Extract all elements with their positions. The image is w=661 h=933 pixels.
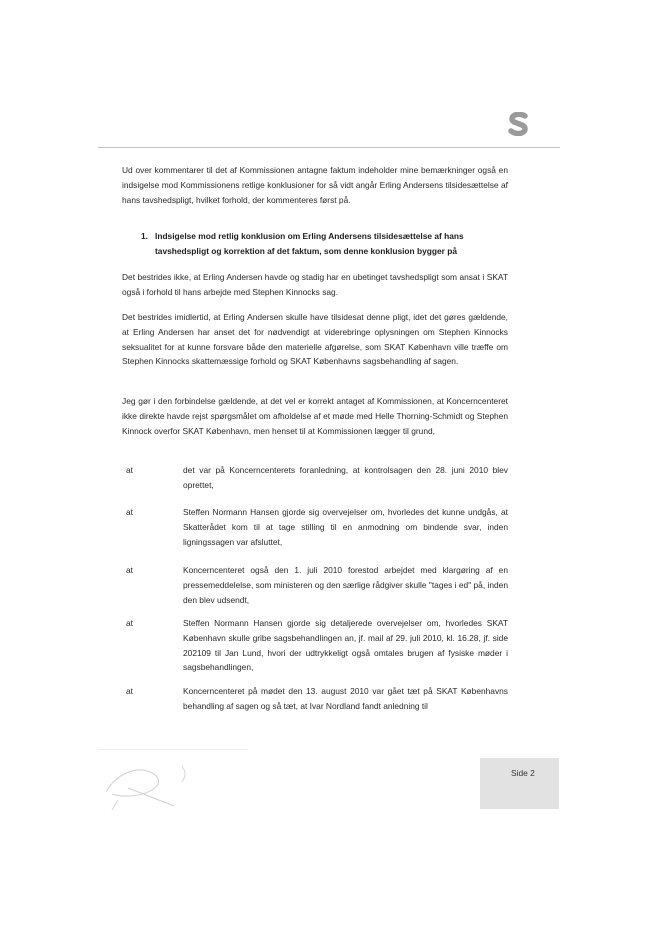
paragraph: Det bestrides imidlertid, at Erling Andersen skulle have tilsidesat denne pligt, idet det gøres gældende, at Erling Andersen har anset det for nødvendigt at viderebringe oplysningen om Stephen Kinnocks seksualitet for at kunne forsvare både den materielle afgørelse, som SKAT København ville træffe om Stephen Kinnocks skattemæssige forhold og SKAT Københavns sagsbehandling af sagen.	[122, 312, 508, 367]
list-item-text: Koncerncenteret på mødet den 13. august 2010 var gået tæt på SKAT Københavns behandling af sagen og så tæt, at Ivar Nordland fandt anledning til	[183, 686, 508, 711]
list-item-label: at	[126, 565, 133, 575]
section-number: 1.	[141, 231, 148, 241]
header-divider	[98, 147, 560, 148]
list-item	[122, 616, 508, 675]
paragraph: Det bestrides ikke, at Erling Andersen havde og stadig har en ubetinget tavshedspligt som ansat i SKAT også i forhold til hans arbejde med Stephen Kinnocks sag.	[122, 272, 508, 297]
page-number: Side 2	[511, 768, 535, 778]
section-title: Indsigelse mod retlig konklusion om Erling Andersens tilsidesættelse af hans tavshedspligt og korrektion af det faktum, som denne konklusion bygger på	[155, 231, 464, 256]
s-logo-icon	[508, 112, 530, 136]
list-item-text: Koncerncenteret også den 1. juli 2010 forestod arbejdet med klargøring af en pressemeddelelse, som ministeren og den særlige rådgiver skulle "tages i ed" på, inden den blev udsendt,	[183, 565, 508, 605]
section-heading	[141, 229, 501, 259]
list-item-text: det var på Koncerncenterets foranledning, at kontrolsagen den 28. juni 2010 blev oprettet,	[183, 465, 508, 490]
footer-divider	[98, 749, 248, 750]
page-number-box	[480, 758, 559, 809]
signature-scribble-icon	[98, 762, 198, 812]
list-item-label: at	[126, 507, 133, 517]
list-item-label: at	[126, 686, 133, 696]
list-item	[122, 563, 508, 607]
list-item-label: at	[126, 618, 133, 628]
intro-paragraph: Ud over kommentarer til det af Kommissionen antagne faktum indeholder mine bemærkninger også en indsigelse mod Kommissionens retlige konklusioner for så vidt angår Erling Andersens tilsidesættelse af hans tavshedspligt, hvilket forhold, der kommenteres først på.	[122, 165, 508, 205]
list-item-text: Steffen Normann Hansen gjorde sig overvejelser om, hvorledes det kunne undgås, at Skatterådet kom til at tage stilling til en anmodning om bindende svar, inden ligningssagen var afsluttet,	[183, 507, 508, 547]
paragraph: Jeg gør i den forbindelse gældende, at det vel er korrekt antaget af Kommissionen, at Koncerncenteret ikke direkte havde rejst spørgsmålet om afholdelse af et møde med Helle Thorning-Schmidt og Stephen Kinnock overfor SKAT København, men henset til at Kommissionen lægger til grund,	[122, 396, 508, 436]
list-item-text: Steffen Normann Hansen gjorde sig detaljerede overvejelser om, hvorledes SKAT København skulle gribe sagsbehandlingen an, jf. mail af 29. juli 2010, kl. 16.28, jf. side 202109 til Jan Lund, hvori der udtrykkeligt også omtales brugen af fysiske møder i sagsbehandlingen,	[183, 618, 508, 673]
list-item	[122, 684, 508, 714]
list-item-label: at	[126, 465, 133, 475]
list-item	[122, 505, 508, 549]
list-item	[122, 463, 508, 493]
